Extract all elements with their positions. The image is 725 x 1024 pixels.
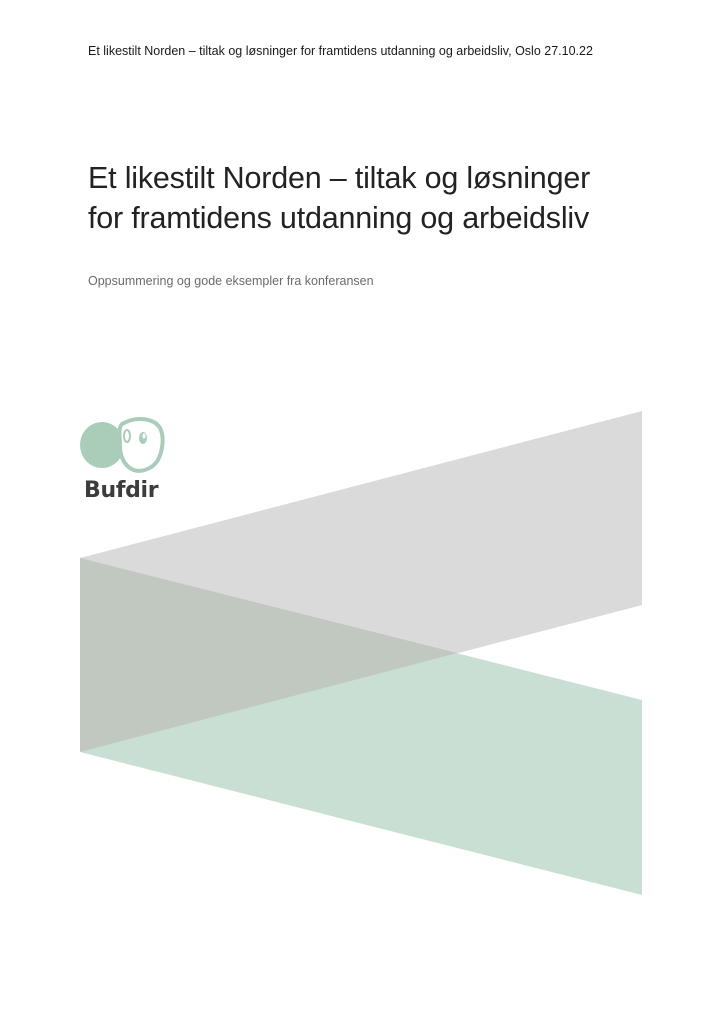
bufdir-faces-icon: [78, 414, 168, 474]
document-subtitle: Oppsummering og gode eksempler fra konferansen: [88, 274, 374, 288]
title-line-1: Et likestilt Norden – tiltak og løsninger: [88, 161, 591, 195]
title-line-2: for framtidens utdanning og arbeidsliv: [88, 201, 590, 235]
bufdir-wordmark: Bufdir: [84, 478, 159, 503]
running-header: Et likestilt Norden – tiltak og løsninger for framtidens utdanning og arbeidsliv, Oslo 27.10.22: [88, 44, 593, 58]
